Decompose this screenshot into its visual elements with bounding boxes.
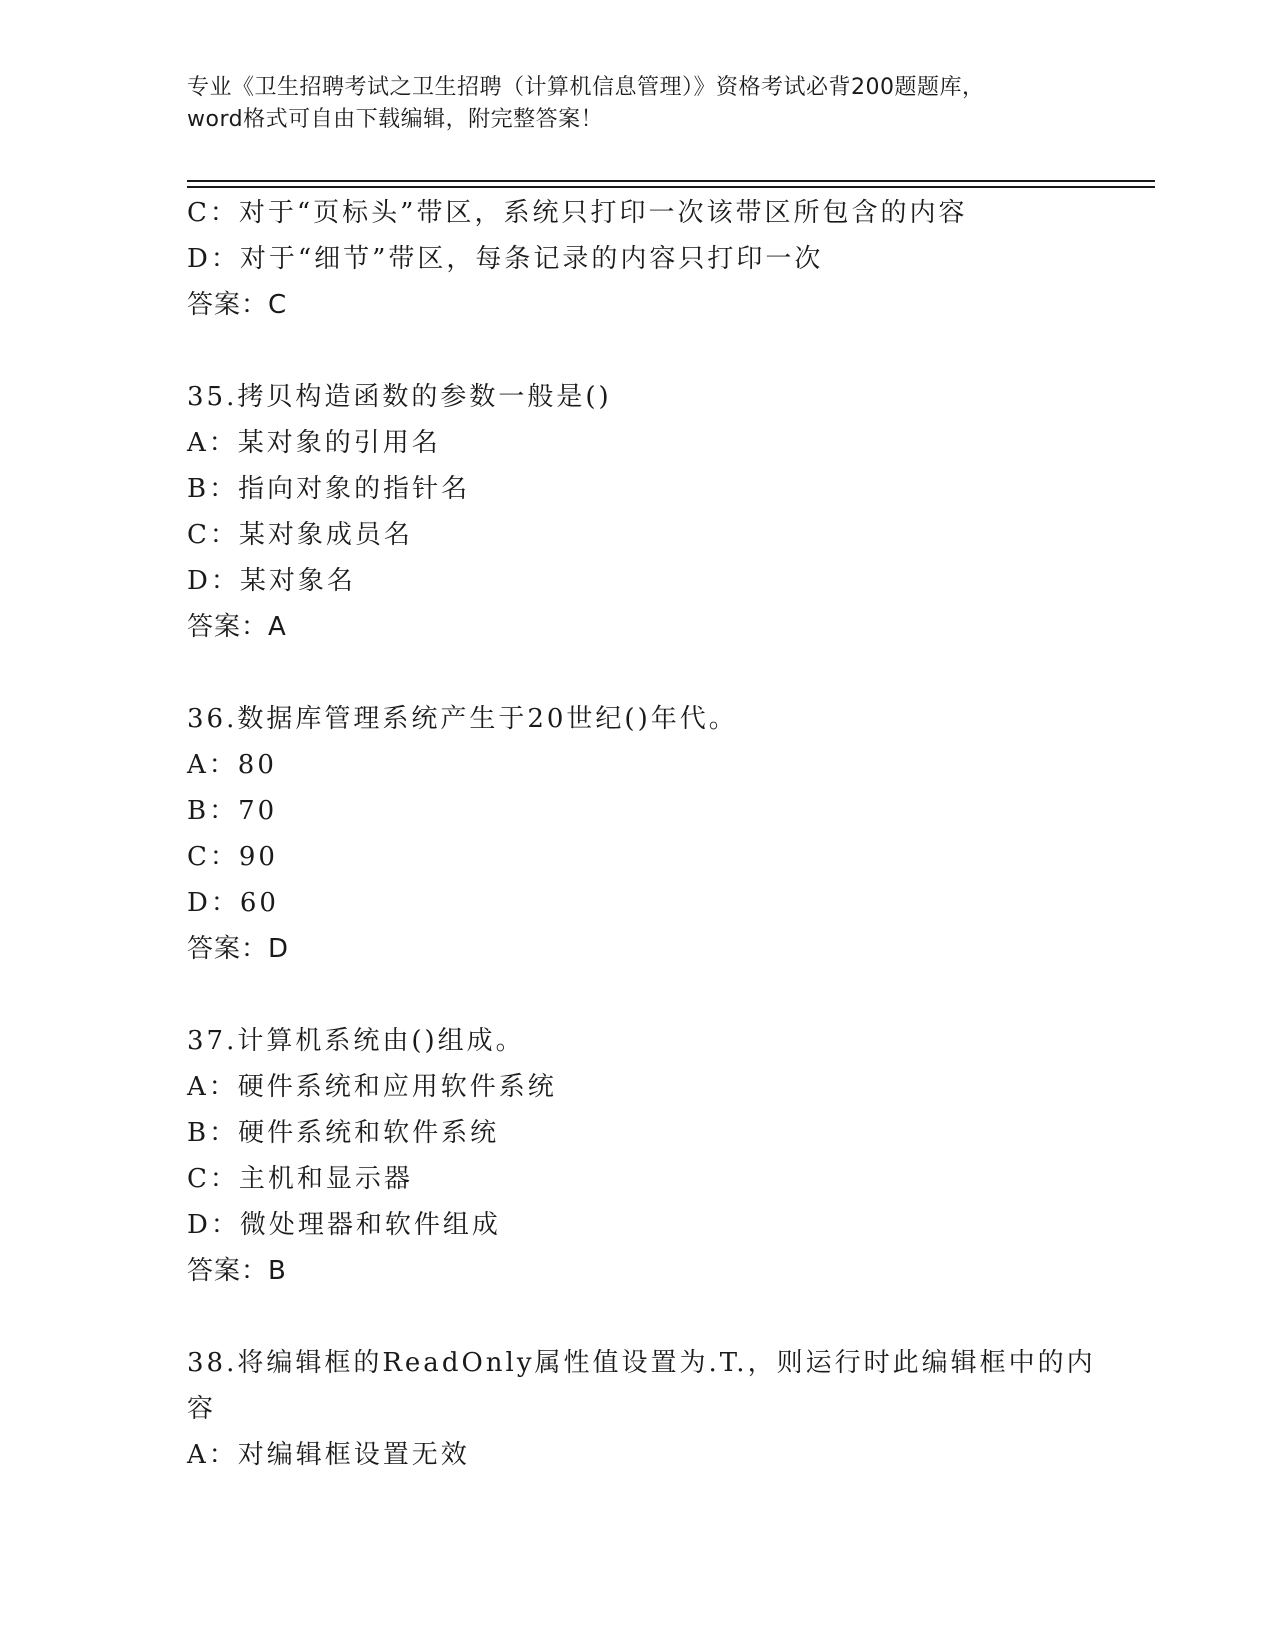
spacer — [187, 1294, 1087, 1340]
option-d: D：60 — [187, 888, 279, 918]
option-c: C：某对象成员名 — [187, 520, 413, 550]
spacer — [187, 328, 1087, 374]
option-c: C：对于“页标头”带区，系统只打印一次该带区所包含的内容 — [187, 198, 968, 228]
question-text: 35.拷贝构造函数的参数一般是() — [187, 382, 612, 412]
question-text: 37.计算机系统由()组成。 — [187, 1026, 525, 1056]
header-line-1: 专业《卫生招聘考试之卫生招聘（计算机信息管理）》资格考试必背200题题库， — [187, 75, 985, 100]
answer: 答案：B — [187, 1256, 287, 1286]
option-a: A：硬件系统和应用软件系统 — [187, 1072, 557, 1102]
spacer — [187, 972, 1087, 1018]
option-b: B：70 — [187, 796, 278, 826]
question-text-line-2: 容 — [187, 1394, 217, 1424]
answer: 答案：C — [187, 290, 288, 320]
option-c: C：90 — [187, 842, 278, 872]
option-a: A：80 — [187, 750, 277, 780]
question-34-tail — [187, 190, 1087, 328]
option-b: B：指向对象的指针名 — [187, 474, 471, 504]
header-line-2: word格式可自由下载编辑，附完整答案！ — [187, 107, 604, 132]
option-a: A：对编辑框设置无效 — [187, 1440, 470, 1470]
question-38 — [187, 1340, 1096, 1478]
question-text-line-1: 38.将编辑框的ReadOnly属性值设置为.T.，则运行时此编辑框中的内 — [187, 1348, 1096, 1378]
option-c: C：主机和显示器 — [187, 1164, 413, 1194]
question-list — [187, 190, 1096, 1478]
option-a: A：某对象的引用名 — [187, 428, 441, 458]
question-37 — [187, 1018, 1087, 1294]
question-35 — [187, 374, 1087, 650]
option-b: B：硬件系统和软件系统 — [187, 1118, 500, 1148]
document-header — [187, 72, 1087, 136]
option-d: D：对于“细节”带区，每条记录的内容只打印一次 — [187, 244, 824, 274]
question-36 — [187, 696, 1087, 972]
spacer — [187, 650, 1087, 696]
answer: 答案：A — [187, 612, 287, 642]
question-text: 36.数据库管理系统产生于20世纪()年代。 — [187, 704, 738, 734]
answer: 答案：D — [187, 934, 290, 964]
header-divider-bottom — [187, 186, 1155, 188]
option-d: D：某对象名 — [187, 566, 356, 596]
header-divider-top — [187, 180, 1155, 182]
option-d: D：微处理器和软件组成 — [187, 1210, 501, 1240]
